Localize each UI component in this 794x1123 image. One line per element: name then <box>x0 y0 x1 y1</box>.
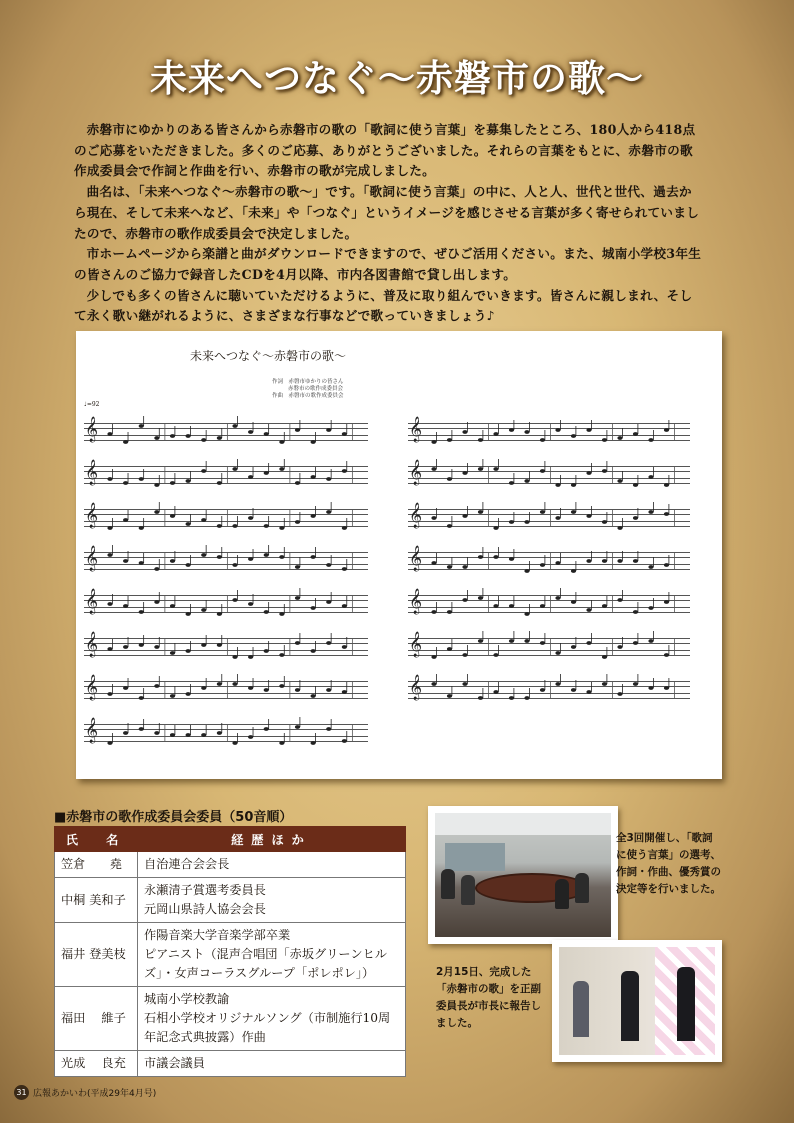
treble-clef-icon: 𝄞 <box>409 503 423 528</box>
member-name: 福井 登美枝 <box>55 923 138 987</box>
page-title: 未来へつなぐ～赤磐市の歌～ <box>150 57 644 100</box>
table-row <box>55 1051 406 1077</box>
members-heading: ■赤磐市の歌作成委員会委員（50音順） <box>54 810 293 825</box>
treble-clef-icon: 𝄞 <box>85 589 99 614</box>
member-career <box>138 878 406 923</box>
career-line: 城南小学校教諭 <box>144 992 230 1006</box>
music-staff <box>84 675 368 700</box>
music-staff <box>408 460 690 485</box>
music-staff <box>408 503 690 528</box>
treble-clef-icon: 𝄞 <box>85 417 99 442</box>
music-staff <box>84 632 368 657</box>
score-title: 未来へつなぐ～赤磐市の歌～ <box>190 349 347 363</box>
members-table <box>54 826 406 1077</box>
page-number: 31 <box>14 1085 29 1100</box>
composer-label: 作曲 <box>272 393 284 399</box>
intro-paragraph: 少しでも多くの皆さんに聴いていただけるように、普及に取り組んでいきます。皆さんに親しまれ、そして永く歌い継がれるように、さまざまな行事などで歌っていきましょう♪ <box>74 287 693 324</box>
music-staff <box>408 417 690 442</box>
table-row <box>55 852 406 878</box>
table-header <box>55 827 406 852</box>
treble-clef-icon: 𝄞 <box>85 675 99 700</box>
music-staff <box>84 503 368 528</box>
treble-clef-icon: 𝄞 <box>409 589 423 614</box>
table-row <box>55 987 406 1051</box>
report-photo <box>552 940 722 1062</box>
member-career <box>138 923 406 987</box>
table-row <box>55 878 406 923</box>
sheet-music <box>76 331 722 779</box>
footer <box>14 1085 156 1100</box>
member-name: 光成 良充 <box>55 1051 138 1077</box>
photo2-caption: 2月15日、完成した「赤磐市の歌」を正副委員長が市長に報告しました。 <box>436 966 541 1029</box>
member-career <box>138 1051 406 1077</box>
lyricist-2: 赤磐市の歌作成委員会 <box>288 386 344 392</box>
treble-clef-icon: 𝄞 <box>85 460 99 485</box>
music-staff <box>408 632 690 657</box>
treble-clef-icon: 𝄞 <box>409 417 423 442</box>
lyricist-label: 作詞 <box>272 379 284 385</box>
meeting-photo <box>428 806 618 944</box>
music-staff <box>84 718 368 743</box>
col-name: 氏 名 <box>55 827 138 852</box>
music-staff <box>84 460 368 485</box>
publication-name: 広報あかいわ(平成29年4月号) <box>33 1089 157 1099</box>
photo1-caption: 全3回開催し、「歌詞に使う言葉」の選考、作詞・作曲、優秀賞の決定等を行いました。 <box>616 832 721 895</box>
treble-clef-icon: 𝄞 <box>85 546 99 571</box>
intro-paragraph: 赤磐市にゆかりのある皆さんから赤磐市の歌の「歌詞に使う言葉」を募集したところ、180人から418点のご応募をいただきました。多くのご応募、ありがとうございました。それらの言葉をもとに、赤磐市の歌作成委員会で作詞と作曲を行い、赤磐市の歌が完成しました。 <box>74 122 696 179</box>
member-name: 中桐 美和子 <box>55 878 138 923</box>
career-line: 市議会議員 <box>144 1056 205 1070</box>
lyricist: 赤磐市ゆかりの皆さん <box>288 379 344 385</box>
treble-clef-icon: 𝄞 <box>409 546 423 571</box>
treble-clef-icon: 𝄞 <box>409 460 423 485</box>
career-line: 元岡山県詩人協会会長 <box>144 902 266 916</box>
table-row <box>55 923 406 987</box>
career-line: ピアニスト（混声合唱団「赤坂グリーンヒルズ」・女声コーラスグループ「ポレポレ」） <box>144 947 387 980</box>
score-credits <box>272 379 344 400</box>
treble-clef-icon: 𝄞 <box>85 632 99 657</box>
career-line: 自治連合会会長 <box>144 857 230 871</box>
member-career <box>138 987 406 1051</box>
member-name: 福田 維子 <box>55 987 138 1051</box>
music-staff <box>84 546 368 571</box>
music-staff <box>84 589 368 614</box>
treble-clef-icon: 𝄞 <box>409 675 423 700</box>
treble-clef-icon: 𝄞 <box>409 632 423 657</box>
member-career <box>138 852 406 878</box>
intro-paragraph: 市ホームページから楽譜と曲がダウンロードできますので、ぜひご活用ください。また、城南小学校3年生の皆さんのご協力で録音したCDを4月以降、市内各図書館で貸し出します。 <box>74 246 702 282</box>
composer: 赤磐市の歌作成委員会 <box>288 393 344 399</box>
intro-text <box>74 120 704 327</box>
career-line: 石相小学校オリジナルソング（市制施行10周年記念式典披露）作曲 <box>144 1011 391 1044</box>
treble-clef-icon: 𝄞 <box>85 718 99 743</box>
col-career: 経歴ほか <box>138 827 406 852</box>
intro-paragraph: 曲名は、「未来へつなぐ～赤磐市の歌～」です。「歌詞に使う言葉」の中に、人と人、世代と世代、過去から現在、そして未来へなど、「未来」や「つなぐ」というイメージを感じさせる言葉が多く寄せられていましたので、赤磐市の歌作成委員会で決定しました。 <box>74 184 700 241</box>
music-staff <box>84 417 368 442</box>
career-line: 永瀬清子賞選考委員長 <box>144 883 266 897</box>
music-staff <box>408 675 690 700</box>
tempo-mark: ♩=92 <box>84 401 100 408</box>
music-staff <box>408 546 690 571</box>
treble-clef-icon: 𝄞 <box>85 503 99 528</box>
career-line: 作陽音楽大学音楽学部卒業 <box>144 928 291 942</box>
music-staff <box>408 589 690 614</box>
member-name: 笠倉 堯 <box>55 852 138 878</box>
